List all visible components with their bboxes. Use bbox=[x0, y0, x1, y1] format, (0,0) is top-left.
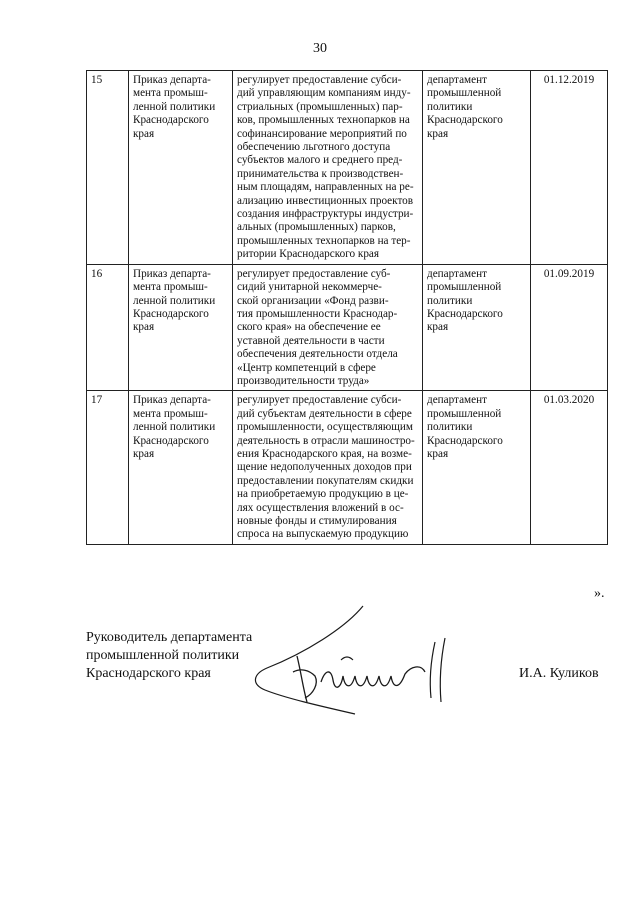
table-row bbox=[87, 71, 608, 265]
closing-quote-mark: ». bbox=[594, 586, 605, 601]
document-cell: Приказ департа- мента промыш- ленной политики Краснодарского края bbox=[129, 71, 233, 265]
date-cell: 01.12.2019 bbox=[531, 71, 608, 265]
description-cell: регулирует предоставление суб- сидий унитарной некоммерче- ской организации «Фонд разви- тия промышленности Краснодар- ского края» на обеспечение ее уставной деятельности в части обеспечения деятельности отдела «Центр компетенций в сфере производительности труда» bbox=[233, 264, 423, 391]
page-number: 30 bbox=[313, 41, 327, 56]
executor-cell: департамент промышленной политики Краснодарского края bbox=[423, 264, 531, 391]
executor-cell: департамент промышленной политики Краснодарского края bbox=[423, 391, 531, 544]
description-cell: регулирует предоставление субси- дий субъектам деятельности в сфере промышленности, осуществляющим деятельность в отрасли машиностро- ения Краснодарского края, на возме- щение недополученных доходов при предоставлении покупателям скидки на приобретаемую продукцию в це- лях осуществления вложений в ос- новные фонды и стимулирования спроса на выпускаемую продукцию bbox=[233, 391, 423, 544]
description-cell: регулирует предоставление субси- дий управляющим компаниям инду- стриальных (промышленных) пар- ков, промышленных технопарков на софинансирование мероприятий по обеспечению льготного доступа субъектов малого и среднего пред- принимательства к производствен- ным площадям, направленных на ре- ализацию инвестиционных проектов создания инфраструктуры индустри- альных (промышленных) парков, промышленных технопарков на тер- ритории Краснодарского края bbox=[233, 71, 423, 265]
table-row bbox=[87, 391, 608, 544]
document-cell: Приказ департа- мента промыш- ленной политики Краснодарского края bbox=[129, 391, 233, 544]
row-number: 16 bbox=[87, 264, 129, 391]
date-cell: 01.09.2019 bbox=[531, 264, 608, 391]
signer-title: Руководитель департамента промышленной политики Краснодарского края bbox=[86, 630, 253, 681]
document-cell: Приказ департа- мента промыш- ленной политики Краснодарского края bbox=[129, 264, 233, 391]
row-number: 17 bbox=[87, 391, 129, 544]
date-cell: 01.03.2020 bbox=[531, 391, 608, 544]
orders-table bbox=[86, 70, 608, 545]
row-number: 15 bbox=[87, 71, 129, 265]
handwritten-signature bbox=[245, 598, 490, 718]
signer-name: И.А. Куликов bbox=[519, 666, 599, 681]
executor-cell: департамент промышленной политики Краснодарского края bbox=[423, 71, 531, 265]
table-row bbox=[87, 264, 608, 391]
